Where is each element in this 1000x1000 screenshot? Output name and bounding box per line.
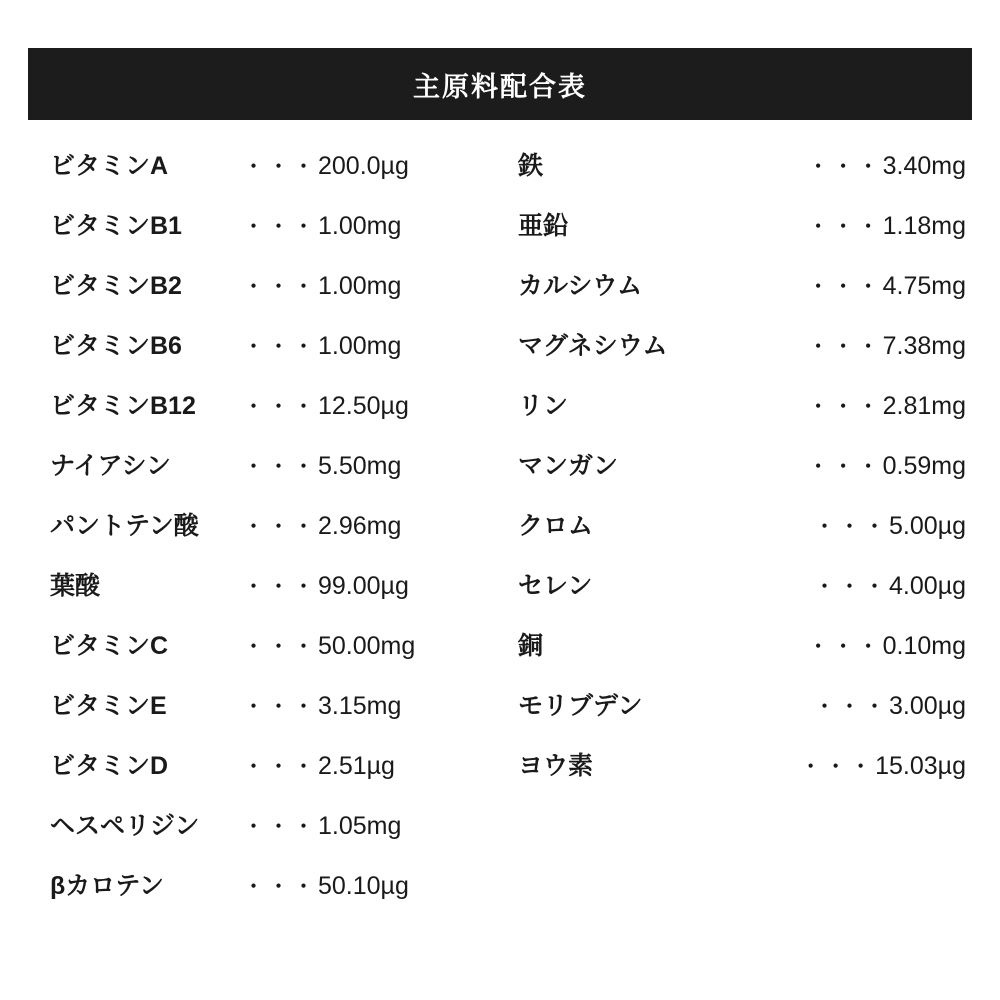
ingredient-table <box>28 146 972 926</box>
table-header-bar <box>28 48 972 120</box>
leader-dots: ・・・ <box>806 153 882 179</box>
nutrient-name: カルシウム <box>518 272 643 300</box>
leader-dots: ・・・ <box>242 453 317 479</box>
nutrient-amount-group <box>242 568 500 601</box>
nutrient-name: クロム <box>518 512 594 540</box>
table-row <box>500 506 972 566</box>
nutrient-amount: 3.00µg <box>889 692 966 720</box>
nutrient-name: 銅 <box>518 632 544 660</box>
table-row <box>28 506 500 566</box>
ingredient-column-right <box>500 146 972 926</box>
nutrient-amount: 1.05mg <box>318 812 402 840</box>
table-row <box>500 446 972 506</box>
table-row <box>500 326 972 386</box>
nutrient-amount: 1.18mg <box>882 212 966 240</box>
nutrient-amount: 5.50mg <box>318 452 402 480</box>
nutrient-amount-group <box>714 268 972 301</box>
leader-dots: ・・・ <box>806 633 882 659</box>
nutrient-amount-group <box>714 448 972 481</box>
nutrient-name: ビタミンA <box>50 152 169 180</box>
nutrient-amount: 4.00µg <box>889 572 966 600</box>
nutrient-name: 鉄 <box>518 152 544 180</box>
nutrient-amount: 1.00mg <box>318 272 402 300</box>
nutrient-amount: 200.0µg <box>318 152 409 180</box>
nutrient-name: パントテン酸 <box>50 512 199 540</box>
nutrient-amount: 2.81mg <box>882 392 966 420</box>
nutrient-name: マンガン <box>518 452 619 480</box>
nutrient-amount: 5.00µg <box>889 512 966 540</box>
leader-dots: ・・・ <box>242 393 317 419</box>
nutrient-name: ビタミンB6 <box>50 332 182 360</box>
table-row <box>28 686 500 746</box>
table-row <box>500 266 972 326</box>
table-row <box>500 566 972 626</box>
leader-dots: ・・・ <box>806 333 882 359</box>
table-row <box>28 446 500 506</box>
nutrient-amount: 4.75mg <box>882 272 966 300</box>
leader-dots: ・・・ <box>242 213 317 239</box>
nutrient-amount-group <box>242 808 500 841</box>
table-row <box>500 206 972 266</box>
nutrient-amount-group <box>242 688 500 721</box>
nutrient-amount-group <box>714 328 972 361</box>
nutrient-amount-group <box>242 868 500 901</box>
table-row <box>28 806 500 866</box>
table-row <box>28 746 500 806</box>
nutrient-name: 葉酸 <box>50 572 101 600</box>
leader-dots: ・・・ <box>813 513 889 539</box>
nutrient-amount: 99.00µg <box>318 572 409 600</box>
nutrient-amount-group <box>242 448 500 481</box>
nutrient-amount-group <box>242 328 500 361</box>
nutrient-amount-group <box>242 388 500 421</box>
leader-dots: ・・・ <box>242 273 317 299</box>
table-row <box>28 626 500 686</box>
ingredient-column-left <box>28 146 500 926</box>
nutrient-name: ビタミンB12 <box>50 392 196 420</box>
nutrient-amount: 1.00mg <box>318 332 402 360</box>
leader-dots: ・・・ <box>813 693 889 719</box>
nutrient-amount: 1.00mg <box>318 212 402 240</box>
nutrient-amount: 2.96mg <box>318 512 402 540</box>
nutrient-name: ビタミンB1 <box>50 212 182 240</box>
leader-dots: ・・・ <box>806 213 882 239</box>
nutrient-name: リン <box>518 392 569 420</box>
nutrient-name: モリブデン <box>518 692 643 720</box>
nutrient-name: ビタミンD <box>50 752 169 780</box>
table-row <box>500 146 972 206</box>
nutrient-amount: 15.03µg <box>875 752 966 780</box>
nutrient-amount-group <box>714 388 972 421</box>
table-row <box>28 326 500 386</box>
table-row <box>28 386 500 446</box>
nutrient-amount: 0.59mg <box>882 452 966 480</box>
nutrient-amount-group <box>714 748 972 781</box>
table-row <box>28 206 500 266</box>
table-row <box>28 146 500 206</box>
nutrient-name: セレン <box>518 572 593 600</box>
nutrient-amount: 50.10µg <box>318 872 409 900</box>
nutrient-amount-group <box>242 208 500 241</box>
leader-dots: ・・・ <box>242 873 317 899</box>
table-row <box>500 626 972 686</box>
nutrient-name: ビタミンC <box>50 632 169 660</box>
table-row <box>500 686 972 746</box>
nutrient-amount-group <box>242 268 500 301</box>
nutrient-name: ナイアシン <box>50 452 171 480</box>
nutrient-amount: 50.00mg <box>318 632 416 660</box>
nutrient-name: βカロテン <box>50 872 165 900</box>
nutrient-name: ヨウ素 <box>518 752 594 780</box>
nutrient-amount-group <box>714 508 972 541</box>
table-row <box>28 866 500 926</box>
nutrient-amount-group <box>714 688 972 721</box>
nutrient-amount-group <box>242 628 500 661</box>
leader-dots: ・・・ <box>242 333 317 359</box>
nutrient-amount-group <box>714 568 972 601</box>
leader-dots: ・・・ <box>242 513 317 539</box>
nutrient-name: 亜鉛 <box>518 212 569 240</box>
nutrient-amount: 12.50µg <box>318 392 409 420</box>
table-row <box>500 386 972 446</box>
leader-dots: ・・・ <box>242 813 317 839</box>
leader-dots: ・・・ <box>242 573 317 599</box>
leader-dots: ・・・ <box>242 153 317 179</box>
nutrient-amount-group <box>242 748 500 781</box>
leader-dots: ・・・ <box>799 753 875 779</box>
table-row <box>28 566 500 626</box>
leader-dots: ・・・ <box>242 753 317 779</box>
table-row <box>28 266 500 326</box>
nutrient-amount-group <box>714 628 972 661</box>
nutrient-amount-group <box>242 508 500 541</box>
nutrient-amount: 2.51µg <box>318 752 395 780</box>
leader-dots: ・・・ <box>806 453 882 479</box>
leader-dots: ・・・ <box>242 633 317 659</box>
nutrient-amount: 0.10mg <box>882 632 966 660</box>
nutrient-amount: 3.40mg <box>882 152 966 180</box>
leader-dots: ・・・ <box>806 393 882 419</box>
nutrient-name: マグネシウム <box>518 332 668 360</box>
nutrient-amount-group <box>714 148 972 181</box>
nutrient-amount-group <box>714 208 972 241</box>
leader-dots: ・・・ <box>806 273 882 299</box>
nutrient-amount: 3.15mg <box>318 692 402 720</box>
nutrient-name: ビタミンB2 <box>50 272 182 300</box>
nutrient-amount-group <box>242 148 500 181</box>
table-row <box>500 746 972 806</box>
leader-dots: ・・・ <box>242 693 317 719</box>
nutrient-name: ビタミンE <box>50 692 167 720</box>
page-title: 主原料配合表 <box>413 71 587 102</box>
nutrient-amount: 7.38mg <box>882 332 966 360</box>
leader-dots: ・・・ <box>813 573 889 599</box>
nutrient-name: ヘスペリジン <box>50 812 200 840</box>
